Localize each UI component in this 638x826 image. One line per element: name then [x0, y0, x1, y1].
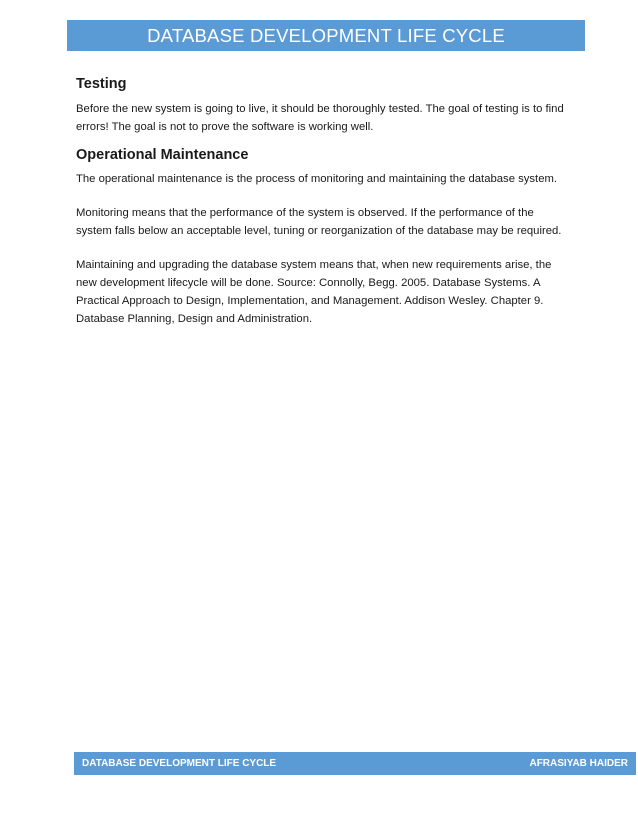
operational-paragraph-3: Maintaining and upgrading the database system means that, when new requirements arise, the new development lifecycle will be done. Source: Connolly, Begg. 2005. Database Systems. A Practical Approach to Design, Implementation, and Management. Addison Wesley. Chapter 9. Database Planning, Design and Administration.	[76, 259, 552, 325]
operational-maintenance-heading: Operational Maintenance	[76, 147, 249, 163]
document-body	[76, 74, 566, 328]
page-title: DATABASE DEVELOPMENT LIFE CYCLE	[147, 24, 505, 46]
operational-paragraph-1: The operational maintenance is the process of monitoring and maintaining the database system.	[76, 173, 558, 185]
footer-title: DATABASE DEVELOPMENT LIFE CYCLE	[82, 758, 277, 769]
testing-paragraph: Before the new system is going to live, it should be thoroughly tested. The goal of testing is to find errors! The goal is not to prove the software is working well.	[76, 103, 564, 133]
testing-heading: Testing	[76, 76, 127, 92]
footer-author: AFRASIYAB HAIDER	[529, 758, 628, 769]
header-banner	[67, 20, 585, 51]
footer-bar	[74, 752, 636, 775]
operational-paragraph-2: Monitoring means that the performance of the system is observed. If the performance of the system falls below an acceptable level, tuning or reorganization of the database may be required.	[76, 207, 562, 237]
